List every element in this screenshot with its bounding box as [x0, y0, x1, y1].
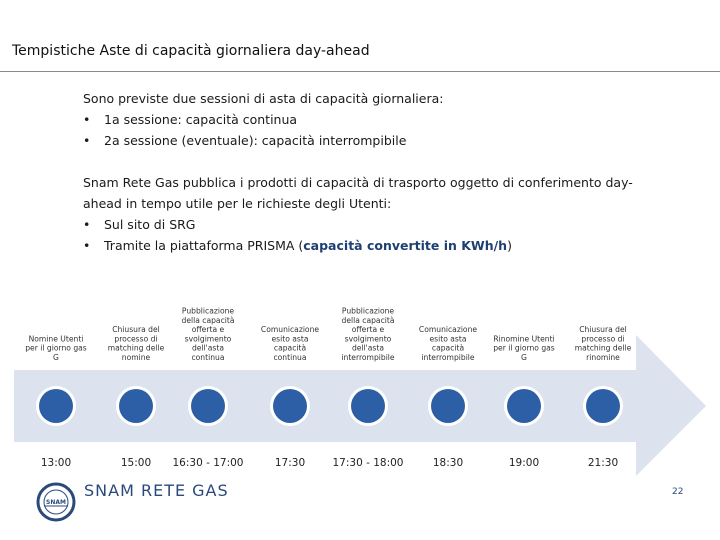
snam-logo-icon [36, 482, 76, 522]
timeline-diagram [0, 290, 720, 480]
bullet-item [83, 109, 683, 130]
bullet-dot: • [83, 133, 91, 148]
step-marker-circle [273, 389, 307, 423]
step-marker-circle [119, 389, 153, 423]
bullet-dot: • [83, 217, 91, 232]
step-marker-circle [351, 389, 385, 423]
step-label-line: svolgimento [184, 334, 232, 344]
step-marker-circle [507, 389, 541, 423]
publication-text-line2: ahead in tempo utile per le richieste degli Utenti: [83, 196, 392, 211]
step-label-line: della capacità [181, 315, 235, 325]
bullet-item [83, 235, 683, 256]
step-time: 19:00 [508, 457, 540, 469]
step-time: 15:00 [120, 457, 152, 469]
step-label-line: continua [273, 353, 307, 362]
step-label-line: della capacità [341, 315, 395, 325]
publication-text-line1: Snam Rete Gas pubblica i prodotti di capacità di trasporto oggetto di conferimento day- [83, 175, 633, 190]
step-label-line: rinomine [586, 353, 620, 362]
step-label-line: offerta e [351, 325, 385, 335]
step-time: 21:30 [587, 457, 619, 469]
step-label-line: processo di [581, 334, 625, 344]
step-time: 18:30 [432, 457, 464, 469]
brand-name: SNAM RETE GAS [84, 481, 229, 500]
slide-title: Tempistiche Aste di capacità giornaliera day-ahead [12, 43, 370, 59]
step-label-line: matching delle [574, 343, 632, 353]
bullet-text: 1a sessione: capacità continua [104, 112, 298, 127]
step-time: 13:00 [40, 457, 72, 469]
publication-block [83, 172, 683, 256]
step-marker-circle [191, 389, 225, 423]
step-marker-circle [39, 389, 73, 423]
step-label-line: Comunicazione [418, 325, 478, 335]
step-label-line: interrompibile [421, 353, 475, 362]
step-label-line: svolgimento [344, 334, 392, 344]
step-label-line: per il giorno gas [493, 343, 555, 353]
bullet-item [83, 214, 683, 235]
step-label-line: esito asta [271, 334, 309, 344]
bullet-text: Sul sito di SRG [104, 217, 196, 232]
bullet-dot: • [83, 112, 91, 127]
title-divider [0, 71, 720, 72]
bullet-text: 2a sessione (eventuale): capacità interrompibile [104, 133, 407, 148]
step-label-line: processo di [114, 334, 158, 344]
step-label-line: Chiusura del [579, 325, 627, 335]
step-marker-circle [431, 389, 465, 423]
step-time: 17:30 - 18:00 [332, 457, 404, 469]
step-label-line: capacità [431, 343, 465, 353]
step-label-line: Nomine Utenti [28, 334, 84, 344]
step-label-line: esito asta [429, 334, 467, 344]
bullet-item [83, 130, 683, 151]
sessions-block [83, 88, 683, 151]
step-label-line: interrompibile [341, 353, 395, 362]
step-label-line: capacità [273, 343, 307, 353]
step-label-line: per il giorno gas [25, 343, 87, 353]
step-label-line: nomine [121, 353, 151, 362]
step-marker-circle [586, 389, 620, 423]
step-label-line: matching delle [107, 343, 165, 353]
bullet-text [104, 235, 512, 256]
step-label-line: dell'asta [191, 343, 225, 353]
step-label-line: G [521, 353, 527, 362]
step-label-line: Chiusura del [112, 325, 160, 335]
step-label-line: Pubblicazione [341, 306, 395, 316]
bullet-text-suffix: ) [507, 238, 512, 253]
step-label-line: offerta e [191, 325, 225, 335]
svg-text:SNAM: SNAM [46, 499, 66, 506]
step-label-line: Pubblicazione [181, 306, 235, 316]
bullet-text-highlight: capacità convertite in KWh/h [303, 238, 508, 253]
bullet-text-prefix: Tramite la piattaforma PRISMA ( [104, 238, 304, 253]
page-number: 22 [672, 487, 684, 497]
step-label-line: Rinomine Utenti [493, 334, 555, 344]
step-label-line: G [53, 353, 59, 362]
sessions-intro: Sono previste due sessioni di asta di capacità giornaliera: [83, 91, 444, 106]
step-label-line: dell'asta [351, 343, 385, 353]
step-label-line: continua [191, 353, 225, 362]
step-time: 16:30 - 17:00 [172, 457, 244, 469]
step-time: 17:30 [274, 457, 306, 469]
step-label-line: Comunicazione [260, 325, 320, 335]
bullet-dot: • [83, 238, 91, 253]
